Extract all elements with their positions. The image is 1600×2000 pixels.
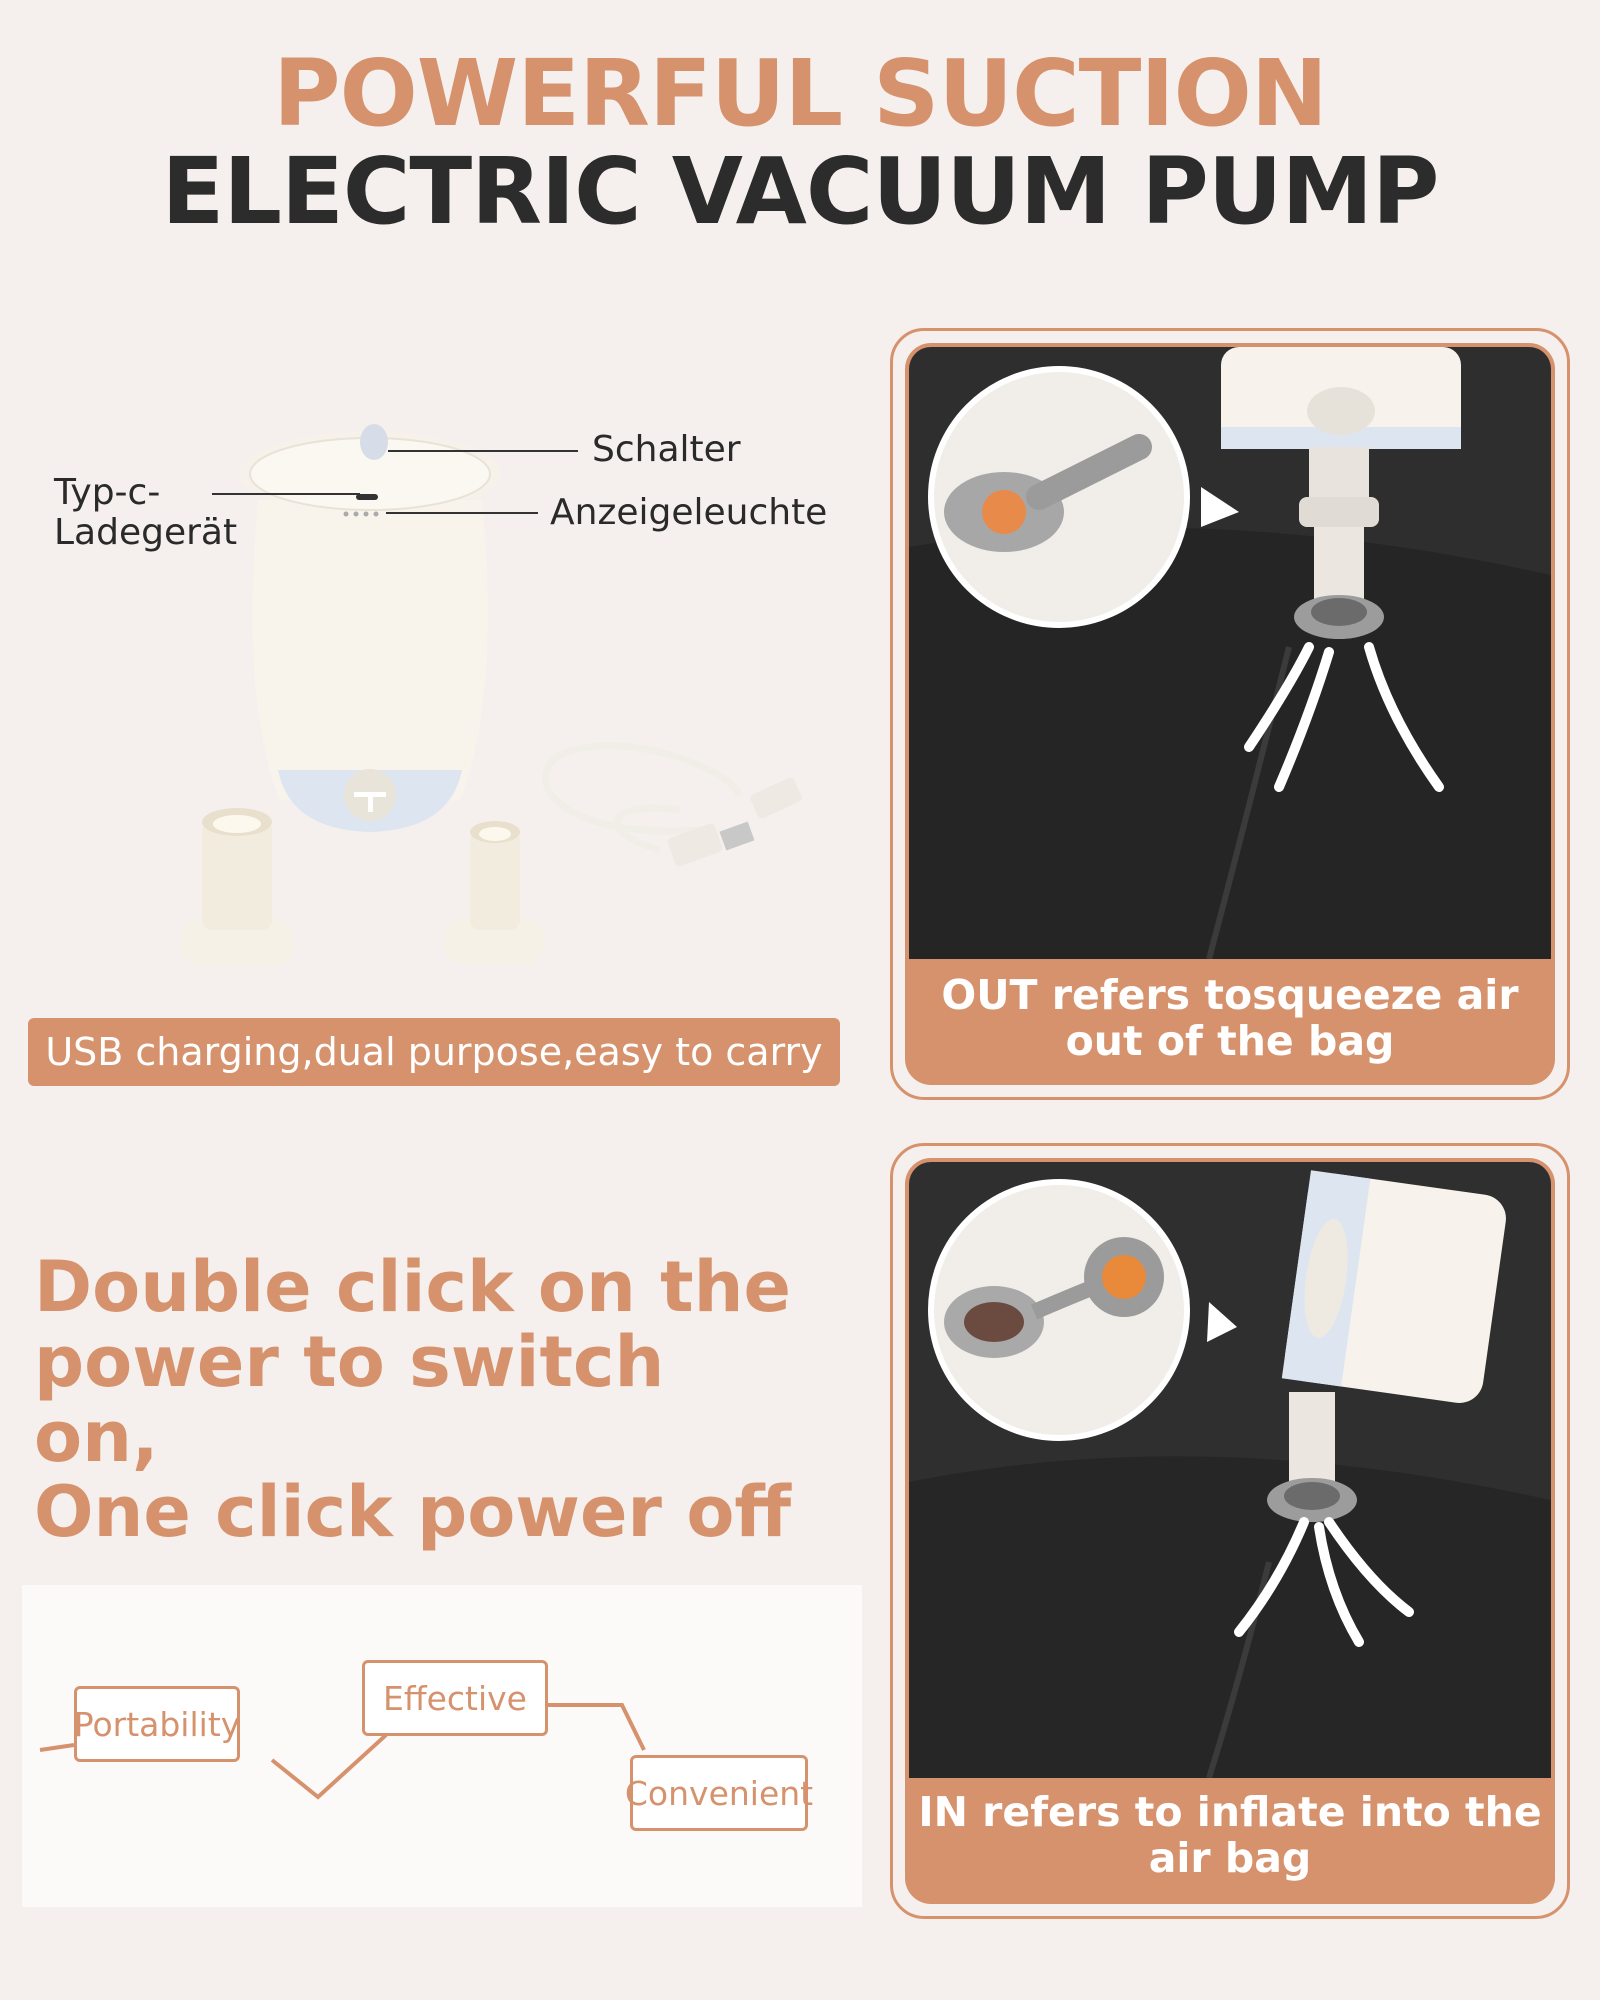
in-caption-line1: IN refers to inflate into the <box>918 1788 1542 1836</box>
headline-electric-vacuum-pump: ELECTRIC VACUUM PUMP <box>161 138 1439 245</box>
pump-body <box>240 424 500 832</box>
product-illustration <box>140 400 860 980</box>
slogan-line1: Double click on the <box>34 1246 791 1328</box>
indicator-leader-line <box>386 512 538 514</box>
out-panel <box>890 328 1570 1100</box>
charger-label-line2: Ladegerät <box>54 512 238 553</box>
in-caption-line2: air bag <box>1148 1834 1312 1882</box>
switch-leader-line <box>388 450 578 452</box>
out-photo <box>909 347 1555 959</box>
feature-portability: Portability <box>74 1686 240 1762</box>
out-caption <box>909 955 1551 1081</box>
feature-convenient: Convenient <box>630 1755 808 1831</box>
feature-flow <box>22 1585 862 1907</box>
switch-label: Schalter <box>592 429 741 470</box>
nozzle-large <box>180 808 294 966</box>
in-caption <box>909 1770 1551 1900</box>
in-panel <box>890 1143 1570 1919</box>
in-photo <box>909 1162 1555 1778</box>
slogan-line3: One click power off <box>34 1471 792 1553</box>
slogan-line2: power to switch on, <box>34 1321 665 1478</box>
headline-powerful-suction: POWERFUL SUCTION <box>273 40 1327 147</box>
nozzle-small <box>444 821 544 964</box>
indicator-label: Anzeigeleuchte <box>550 492 828 533</box>
usb-charging-banner: USB charging,dual purpose,easy to carry <box>28 1018 840 1086</box>
out-caption-line2: out of the bag <box>1065 1017 1395 1065</box>
feature-effective: Effective <box>362 1660 548 1736</box>
power-instruction-text <box>34 1246 794 1553</box>
out-caption-line1: OUT refers tosqueeze air <box>941 971 1519 1019</box>
charger-leader-line <box>212 493 360 495</box>
charger-label-line1: Typ-c- <box>54 472 161 513</box>
